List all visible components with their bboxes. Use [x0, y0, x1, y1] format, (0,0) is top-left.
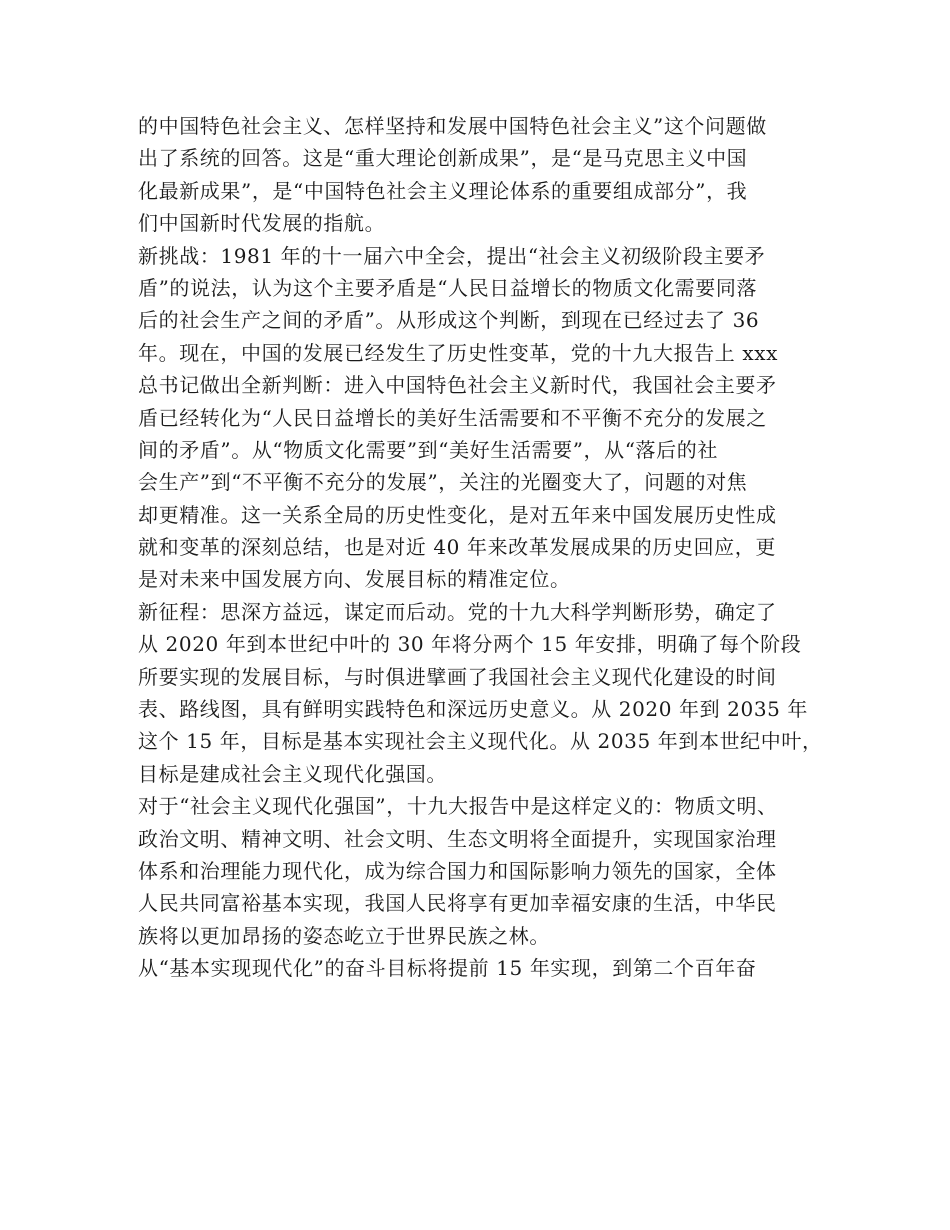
text-line: 目标是建成社会主义现代化强国。 [138, 761, 447, 786]
text-line: 是对未来中国发展方向、发展目标的精准定位。 [138, 567, 571, 592]
text-line: 后的社会生产之间的矛盾”。从形成这个判断，到现在已经过去了 36 [138, 308, 760, 333]
text-line: 盾”的说法，认为这个主要矛盾是“人民日益增长的物质文化需要同落 [138, 275, 758, 300]
text-line: 族将以更加昂扬的姿态屹立于世界民族之林。 [138, 923, 550, 948]
text-line: 的中国特色社会主义、怎样坚持和发展中国特色社会主义”这个问题做 [138, 114, 767, 138]
text-line: 对于“社会主义现代化强国”，十九大报告中是这样定义的：物质文明、 [138, 794, 778, 819]
text-line: 这个 15 年，目标是基本实现社会主义现代化。从 2035 年到本世纪中叶， [138, 729, 823, 754]
text-line: 盾已经转化为“人民日益增长的美好生活需要和不平衡不充分的发展之 [138, 405, 767, 430]
text-line: 会生产”到“不平衡不充分的发展”，关注的光圈变大了，问题的对焦 [138, 470, 748, 495]
text-line: 年。现在，中国的发展已经发生了历史性变革，党的十九大报告上 xxx [138, 340, 778, 365]
text-line: 新征程：思深方益远，谋定而后动。党的十九大科学判断形势，确定了 [138, 599, 777, 624]
text-line: 却更精准。这一关系全局的历史性变化，是对五年来中国发展历史性成 [138, 502, 777, 527]
text-line: 从“基本实现现代化”的奋斗目标将提前 15 年实现，到第二个百年奋 [138, 956, 757, 981]
document-body-text [138, 110, 823, 985]
text-line: 就和变革的深刻总结，也是对近 40 年来改革发展成果的历史回应，更 [138, 535, 776, 560]
text-line: 间的矛盾”。从“物质文化需要”到“美好生活需要”，从“落后的社 [138, 437, 718, 462]
text-line: 表、路线图，具有鲜明实践特色和深远历史意义。从 2020 年到 2035 年 [138, 697, 809, 722]
text-line: 们中国新时代发展的指航。 [138, 211, 386, 236]
text-line: 从 2020 年到本世纪中叶的 30 年将分两个 15 年安排，明确了每个阶段 [138, 632, 802, 657]
text-line: 总书记做出全新判断：进入中国特色社会主义新时代，我国社会主要矛 [138, 373, 777, 398]
text-line: 政治文明、精神文明、社会文明、生态文明将全面提升，实现国家治理 [138, 826, 777, 851]
text-line: 出了系统的回答。这是“重大理论创新成果”，是“是马克思主义中国 [138, 146, 748, 171]
text-line: 所要实现的发展目标，与时俱进擘画了我国社会主义现代化建设的时间 [138, 664, 777, 689]
text-line: 人民共同富裕基本实现，我国人民将享有更加幸福安康的生活，中华民 [138, 891, 777, 916]
text-line: 化最新成果”，是“中国特色社会主义理论体系的重要组成部分”，我 [138, 178, 748, 203]
text-line: 新挑战：1981 年的十一届六中全会，提出“社会主义初级阶段主要矛 [138, 243, 766, 268]
text-line: 体系和治理能力现代化，成为综合国力和国际影响力领先的国家，全体 [138, 858, 777, 883]
